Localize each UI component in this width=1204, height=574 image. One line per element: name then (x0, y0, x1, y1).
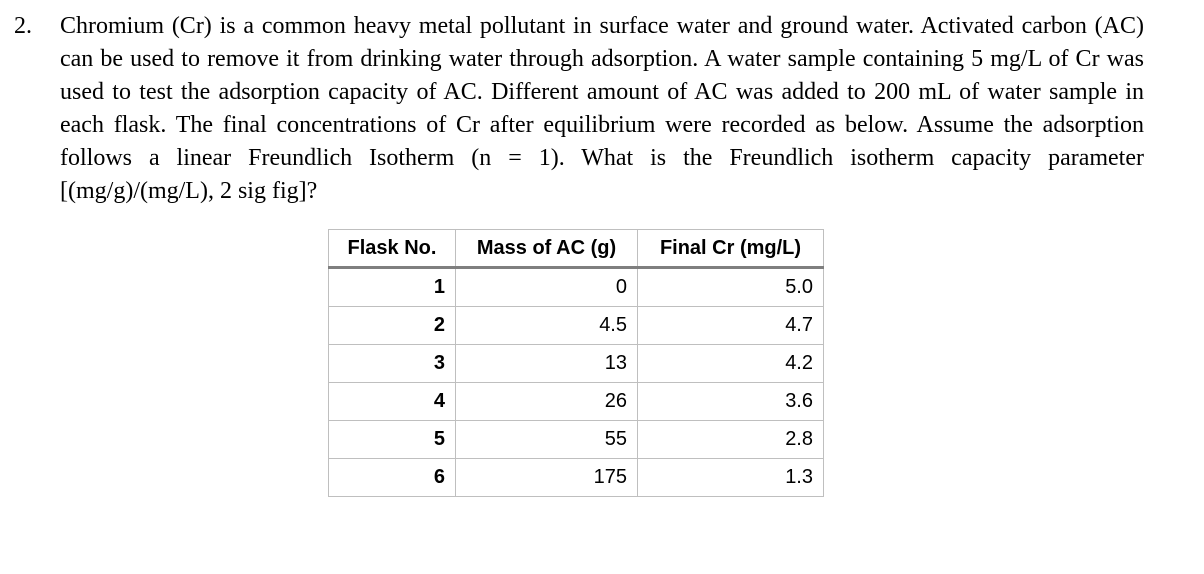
header-mass-of-ac: Mass of AC (g) (456, 230, 638, 268)
final-cr-cell: 5.0 (638, 268, 824, 307)
question-text: Chromium (Cr) is a common heavy metal pollutant in surface water and ground water. Activated carbon (AC) can be used to remove it from drinking water through adsorption. A water sample containing 5 mg/L of Cr was used to test the adsorption capacity of AC. Different amount of AC was added to 200 mL of water sample in each flask. The final concentrations of Cr after equilibrium were recorded as below. Assume the adsorption follows a linear Freundlich Isotherm (n = 1). What is the Freundlich isotherm capacity parameter [(mg/g)/(mg/L), 2 sig fig]? (60, 13, 1144, 204)
final-cr-cell: 2.8 (638, 421, 824, 459)
mass-cell: 0 (456, 268, 638, 307)
table-row (329, 307, 824, 345)
header-flask-no: Flask No. (329, 230, 456, 268)
mass-cell: 55 (456, 421, 638, 459)
table-header-row (329, 230, 824, 268)
flask-number-cell: 5 (329, 421, 456, 459)
final-cr-cell: 4.2 (638, 345, 824, 383)
flask-number-cell: 3 (329, 345, 456, 383)
table-row (329, 459, 824, 497)
data-table (328, 229, 824, 497)
mass-cell: 175 (456, 459, 638, 497)
header-final-cr: Final Cr (mg/L) (638, 230, 824, 268)
flask-number-cell: 2 (329, 307, 456, 345)
table-row (329, 383, 824, 421)
final-cr-cell: 3.6 (638, 383, 824, 421)
mass-cell: 13 (456, 345, 638, 383)
flask-number-cell: 6 (329, 459, 456, 497)
question-block (14, 10, 1144, 208)
mass-cell: 4.5 (456, 307, 638, 345)
question-number: 2. (14, 13, 32, 39)
table-row (329, 268, 824, 307)
final-cr-cell: 1.3 (638, 459, 824, 497)
table-row (329, 345, 824, 383)
flask-number-cell: 4 (329, 383, 456, 421)
final-cr-cell: 4.7 (638, 307, 824, 345)
mass-cell: 26 (456, 383, 638, 421)
flask-number-cell: 1 (329, 268, 456, 307)
table-row (329, 421, 824, 459)
